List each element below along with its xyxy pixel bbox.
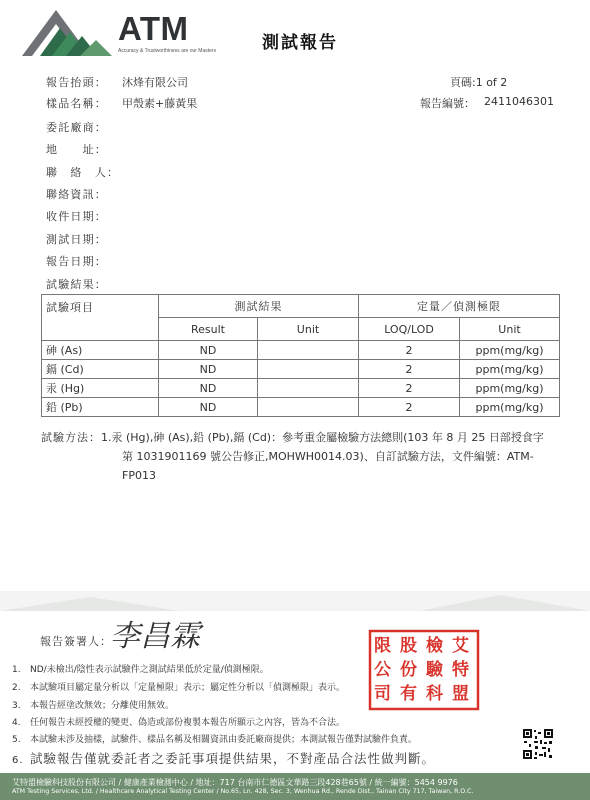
stamp-char: 特 (452, 660, 469, 680)
document-title: 測試報告 (262, 33, 338, 53)
received-date-label: 收件日期： (46, 210, 107, 223)
method-line-2: 第 1031901169 號公告修正,MOHWH0014.03)、自訂試驗方法，文件編號：ATM- (122, 450, 534, 463)
row-unit (258, 360, 359, 379)
note-item: 3. 本報告經塗改無效；分離使用無效。 (12, 701, 175, 711)
row-loq: 2 (359, 398, 460, 417)
method-line-1: 1.汞 (Hg),砷 (As),鉛 (Pb),鎘 (Cd)：參考重金屬檢驗方法總則(103 年 8 月 25 日部授食字 (101, 431, 544, 444)
signature (108, 614, 228, 654)
report-date-label: 報告日期： (46, 255, 107, 268)
test-result-label: 試驗結果： (46, 278, 107, 291)
row-result: ND (159, 379, 258, 398)
qr-code-icon[interactable] (522, 728, 554, 760)
stamp-char: 驗 (426, 660, 443, 680)
results-table (41, 294, 560, 417)
row-loq-unit: ppm(mg/kg) (460, 379, 560, 398)
test-date-label: 測試日期： (46, 233, 107, 246)
row-item: 鎘 (Cd) (42, 360, 159, 379)
row-loq-unit: ppm(mg/kg) (460, 341, 560, 360)
report-number-value: 2411046301 (484, 95, 554, 108)
row-item: 汞 (Hg) (42, 379, 159, 398)
stamp-char: 股 (400, 636, 417, 656)
stamp-char: 份 (400, 660, 417, 680)
subheader-loq: LOQ/LOD (359, 318, 460, 341)
header-test-results: 測試結果 (159, 295, 359, 318)
page-number: 頁碼:1 of 2 (450, 76, 508, 89)
test-method (41, 428, 561, 485)
row-loq-unit: ppm(mg/kg) (460, 360, 560, 379)
applicant-value: 沐烽有限公司 (122, 76, 188, 89)
note-item-disclaimer: 6. 試驗報告僅就委託者之委託事項提供結果，不對產品合法性做判斷。 (12, 751, 436, 766)
stamp-char: 司 (374, 684, 391, 704)
signature-text: 李昌霖 (110, 619, 200, 654)
row-loq: 2 (359, 360, 460, 379)
note-item: 5. 本試驗未涉及抽樣，試驗件、樣品名稱及相關資訊由委託廠商提供；本測試報告僅對試驗件負責。 (12, 735, 418, 745)
note-item: 4. 任何報告未經授權的變更、偽造或部份複製本報告所顯示之內容，皆為不合法。 (12, 718, 346, 728)
table-row (42, 379, 560, 398)
stamp-char: 盟 (452, 684, 469, 704)
method-line-3: FP013 (122, 469, 156, 482)
table-row (42, 398, 560, 417)
row-loq: 2 (359, 379, 460, 398)
row-result: ND (159, 398, 258, 417)
address-label: 地 址： (46, 143, 107, 156)
logo-tagline: Accuracy & Trustworthiness are our Masters (118, 48, 217, 54)
report-number-label: 報告編號： (420, 97, 475, 110)
row-unit (258, 379, 359, 398)
sample-label: 樣品名稱： (46, 97, 107, 110)
row-item: 鉛 (Pb) (42, 398, 159, 417)
note-item: 2. 本試驗項目屬定量分析以「定量極限」表示；屬定性分析以「偵測極限」表示。 (12, 683, 346, 693)
stamp-char: 有 (400, 684, 417, 704)
row-unit (258, 398, 359, 417)
section-divider (0, 585, 590, 615)
row-result: ND (159, 341, 258, 360)
row-result: ND (159, 360, 258, 379)
header-test-item: 試驗項目 (42, 295, 159, 341)
signatory-label: 報告簽署人： (40, 635, 112, 648)
method-label: 試驗方法： (41, 431, 101, 444)
footer-address-zh: 艾特盟檢驗科技股份有限公司 / 健康產業檢測中心 / 地址：717 台南市仁德區文華路三段428巷65號 / 統一編號：5454 9976 (12, 778, 458, 787)
subheader-loq-unit: Unit (460, 318, 560, 341)
header-detection-limit: 定量／偵測極限 (359, 295, 560, 318)
table-row (42, 341, 560, 360)
logo-wordmark: ATM (118, 10, 189, 47)
stamp-char: 檢 (426, 636, 443, 656)
applicant-label: 報告抬頭： (46, 76, 107, 89)
note-item: 1. ND/未檢出/陰性表示試驗件之測試結果低於定量/偵測極限。 (12, 665, 269, 675)
company-seal-stamp (368, 629, 480, 711)
sample-value: 甲殼素+藤黃果 (122, 97, 198, 110)
row-unit (258, 341, 359, 360)
subheader-result: Result (159, 318, 258, 341)
contact-info-label: 聯絡資訊： (46, 188, 107, 201)
stamp-char: 科 (426, 684, 443, 704)
stamp-char: 艾 (452, 636, 469, 656)
stamp-char: 公 (374, 660, 391, 680)
subheader-unit: Unit (258, 318, 359, 341)
row-loq: 2 (359, 341, 460, 360)
footer-address-en: ATM Testing Services, Ltd. / Healthcare Analytical Testing Center / No.65, Ln. 428, Sec. 3, Wenhua Rd., Rende Dist., Tainan City 717, Taiwan, R.O.C. (12, 788, 474, 795)
row-loq-unit: ppm(mg/kg) (460, 398, 560, 417)
table-row (42, 360, 560, 379)
contact-label: 聯 絡 人： (46, 166, 120, 179)
stamp-char: 限 (374, 636, 391, 656)
client-label: 委託廠商： (46, 121, 107, 134)
row-item: 砷 (As) (42, 341, 159, 360)
